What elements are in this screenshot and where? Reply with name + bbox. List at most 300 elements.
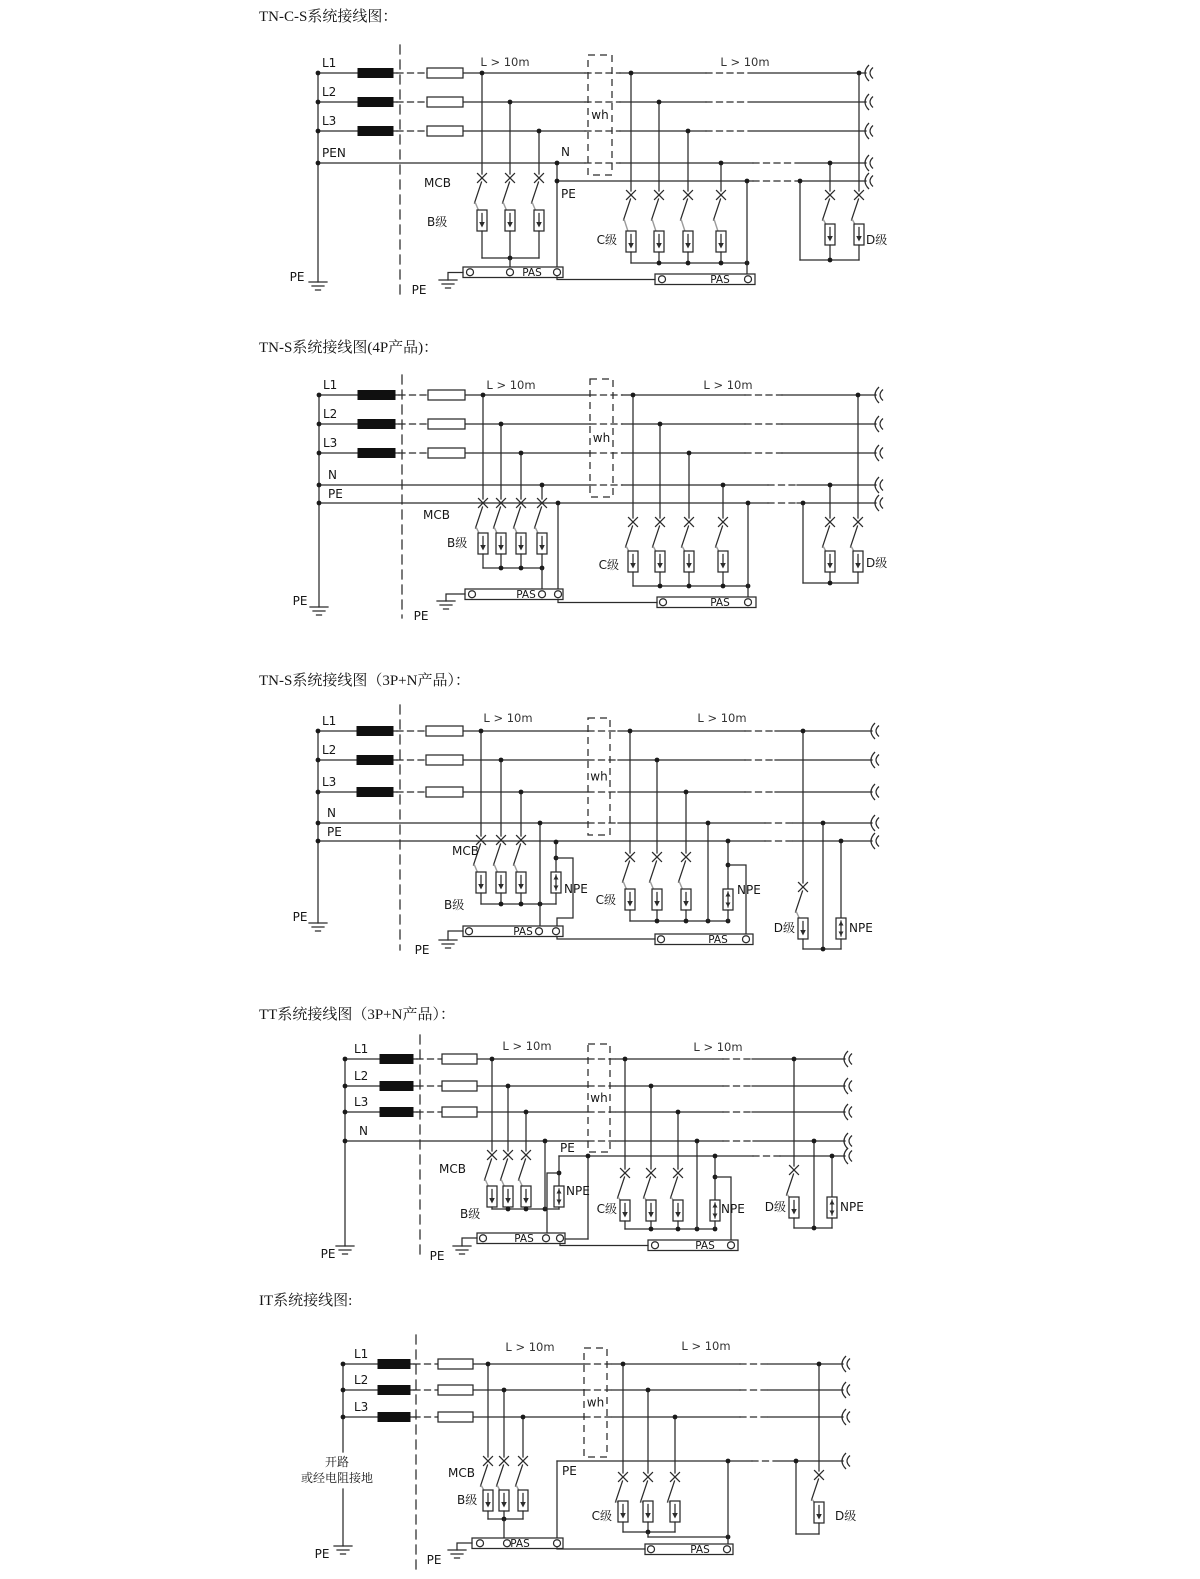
junction-dot (649, 1227, 654, 1232)
wire (616, 1481, 623, 1502)
wire (823, 526, 830, 547)
terminal (480, 1235, 487, 1242)
spd-npe-arrester (723, 889, 733, 910)
mcb-switch (497, 1457, 509, 1487)
fuse (442, 1081, 477, 1091)
label: NPE (564, 882, 588, 896)
spd-arrester (654, 231, 664, 252)
mcb-switch (616, 1473, 628, 1503)
source-impedance (358, 98, 393, 107)
wire (516, 1465, 523, 1486)
mcb-switch (519, 1151, 531, 1181)
label: MCB (439, 1162, 466, 1176)
mcb-switch (650, 853, 662, 883)
pas-equipotential-bar (465, 589, 563, 601)
pas-equipotential-bar (657, 597, 756, 609)
label: B级 (427, 215, 448, 229)
junction-dot (655, 758, 660, 763)
label: N (359, 1124, 368, 1138)
wire (448, 931, 463, 940)
spd-arrester (496, 872, 506, 893)
mcb-switch (644, 1169, 656, 1199)
mcb-switch (494, 836, 506, 866)
label: PAS (695, 1240, 715, 1252)
spd-arrester (625, 889, 635, 910)
terminal (477, 1540, 484, 1547)
junction-dot (649, 1084, 654, 1089)
earth-symbol (439, 280, 457, 288)
diagram-tn-c-s (259, 8, 887, 297)
junction-dot (687, 584, 692, 589)
wire (475, 182, 482, 203)
label: L2 (354, 1373, 369, 1387)
junction-dot (686, 261, 691, 266)
diagram-it (259, 1292, 856, 1570)
mcb-switch (812, 1471, 824, 1501)
wire (557, 937, 655, 940)
junction-dot (556, 501, 561, 506)
junction-dot (658, 422, 663, 427)
junction-dot (719, 261, 724, 266)
mcb-switch (475, 174, 487, 204)
wire (623, 861, 630, 882)
label: D级 (866, 556, 888, 570)
junction-dot (317, 501, 322, 506)
wire (481, 1465, 488, 1486)
spd-arrester (652, 889, 662, 910)
wire (650, 861, 657, 882)
label: D级 (773, 921, 795, 935)
terminal (724, 1546, 731, 1553)
label: L > 10m (505, 1340, 555, 1354)
mcb-switch (653, 518, 665, 548)
wire (681, 199, 688, 220)
junction-dot (686, 129, 691, 134)
junction-dot (684, 919, 689, 924)
label: wh (591, 108, 609, 122)
spd-arrester (518, 1490, 528, 1511)
spd-npe-arrester (551, 872, 561, 893)
wire (716, 526, 723, 547)
wire (557, 1548, 645, 1549)
label: PAS (690, 1544, 710, 1556)
label: TT系统接线图（3P+N产品）： (259, 1007, 455, 1023)
source-impedance (380, 1082, 413, 1091)
diagram-tn-s-4p (259, 339, 887, 623)
junction-dot (499, 566, 504, 571)
terminal (554, 269, 561, 276)
label: L > 10m (681, 1339, 731, 1353)
spd-arrester (853, 551, 863, 572)
mcb-switch (624, 191, 636, 221)
fuse (427, 97, 463, 107)
label: L > 10m (693, 1040, 743, 1054)
source-impedance (358, 69, 393, 78)
wire (852, 199, 859, 220)
label: B级 (460, 1207, 481, 1221)
junction-dot (506, 1207, 511, 1212)
spd-arrester (476, 872, 486, 893)
label: PE (289, 270, 305, 284)
spd-arrester (670, 1501, 680, 1522)
pas-equipotential-bar (463, 926, 563, 938)
fuse (442, 1107, 477, 1117)
label: B级 (444, 898, 465, 912)
label: PAS (516, 589, 536, 601)
junction-dot (524, 1110, 529, 1115)
wire (501, 1159, 508, 1180)
label: wh (590, 1091, 608, 1105)
junction-dot (655, 919, 660, 924)
label: C级 (598, 558, 619, 572)
label: L > 10m (703, 378, 753, 392)
wire (796, 891, 803, 912)
junction-dot (490, 1057, 495, 1062)
terminal (743, 936, 750, 943)
pas-equipotential-bar (472, 1538, 563, 1550)
label: NPE (840, 1200, 864, 1214)
terminal (553, 928, 560, 935)
junction-dot (631, 393, 636, 398)
spd-arrester (683, 231, 693, 252)
junction-dot (502, 1388, 507, 1393)
label: PE (560, 1141, 575, 1155)
fuse (426, 726, 463, 736)
wire (535, 507, 542, 528)
fuse (428, 419, 465, 429)
label: L2 (323, 407, 338, 421)
spd-arrester (718, 551, 728, 572)
junction-dot (499, 422, 504, 427)
junction-dot (341, 1388, 346, 1393)
spd-arrester (789, 1197, 799, 1218)
wire (514, 507, 521, 528)
diagram-tn-s-3pn (259, 672, 879, 957)
junction-dot (343, 1139, 348, 1144)
earth-symbol (448, 1550, 466, 1558)
junction-dot (676, 1227, 681, 1232)
fuse (427, 126, 463, 136)
junction-dot (801, 729, 806, 734)
label: PE (562, 1464, 577, 1478)
wire (644, 1177, 651, 1198)
spd-arrester (673, 1200, 683, 1221)
junction-dot (713, 1154, 718, 1159)
wire (624, 199, 631, 220)
spd-arrester (854, 224, 864, 245)
label: N (327, 806, 336, 820)
terminal (745, 599, 752, 606)
label: PAS (708, 934, 728, 946)
junction-dot (316, 839, 321, 844)
label: TN-S系统接线图(4P产品)： (259, 340, 439, 356)
junction-dot (586, 1154, 591, 1159)
mcb-switch (682, 518, 694, 548)
mcb-switch (514, 836, 526, 866)
junction-dot (721, 584, 726, 589)
label: L1 (322, 714, 337, 728)
label: L2 (322, 85, 337, 99)
junction-dot (857, 71, 862, 76)
mcb-switch (714, 191, 726, 221)
mcb-switch (481, 1457, 493, 1487)
junction-dot (519, 902, 524, 907)
junction-dot (812, 1226, 817, 1231)
mcb-switch (626, 518, 638, 548)
wire (494, 507, 501, 528)
label: L3 (322, 775, 337, 789)
label: PE (413, 609, 429, 623)
source-impedance (378, 1360, 410, 1369)
mcb-switch (516, 1457, 528, 1487)
junction-dot (821, 821, 826, 826)
spd-arrester (814, 1502, 824, 1523)
fuse (438, 1412, 473, 1422)
junction-dot (628, 729, 633, 734)
fuse (427, 68, 463, 78)
label: L2 (322, 743, 337, 757)
label: L > 10m (502, 1039, 552, 1053)
junction-dot (316, 790, 321, 795)
junction-dot (317, 393, 322, 398)
label: 或经电阻接地 (300, 1471, 374, 1485)
mcb-switch (623, 853, 635, 883)
junction-dot (828, 483, 833, 488)
label: NPE (737, 883, 761, 897)
wire (641, 1481, 648, 1502)
spd-npe-arrester (710, 1200, 720, 1221)
junction-dot (721, 483, 726, 488)
spd-npe-arrester (554, 1186, 564, 1207)
junction-dot (828, 258, 833, 263)
spd-arrester (628, 551, 638, 572)
mcb-switch (851, 518, 863, 548)
source-impedance (378, 1413, 410, 1422)
junction-dot (521, 1415, 526, 1420)
junction-dot (839, 839, 844, 844)
label: PEN (322, 146, 346, 160)
spd-arrester (646, 1200, 656, 1221)
mcb-switch (681, 191, 693, 221)
source-impedance (380, 1108, 413, 1117)
label: PE (327, 825, 342, 839)
junction-dot (519, 566, 524, 571)
label: NPE (721, 1202, 745, 1216)
label: L > 10m (480, 55, 530, 69)
wire (494, 844, 501, 865)
wire (851, 526, 858, 547)
wire (476, 507, 483, 528)
terminal (658, 936, 665, 943)
terminal (507, 269, 514, 276)
wire (519, 1159, 526, 1180)
pas-equipotential-bar (463, 267, 563, 279)
label: IT系统接线图: (259, 1293, 353, 1309)
wire (653, 526, 660, 547)
label: C级 (595, 893, 616, 907)
label: PAS (513, 926, 533, 938)
label: D级 (764, 1200, 786, 1214)
junction-dot (543, 1139, 548, 1144)
label: D级 (866, 233, 888, 247)
junction-dot (657, 261, 662, 266)
label: TN-C-S系统接线图： (259, 9, 398, 25)
junction-dot (794, 1459, 799, 1464)
spd-arrester (503, 1186, 513, 1207)
earth-symbol (336, 1246, 354, 1254)
mcb-switch (618, 1169, 630, 1199)
label: L > 10m (720, 55, 770, 69)
fuse (442, 1054, 477, 1064)
junction-dot (719, 161, 724, 166)
junction-dot (673, 1415, 678, 1420)
label: PAS (710, 597, 730, 609)
junction-dot (519, 790, 524, 795)
source-impedance (358, 420, 395, 429)
terminal (536, 928, 543, 935)
label: L3 (323, 436, 338, 450)
junction-dot (684, 790, 689, 795)
spd-arrester (516, 872, 526, 893)
wire (671, 1177, 678, 1198)
spd-arrester (684, 551, 694, 572)
label: PE (414, 943, 430, 957)
junction-dot (623, 1057, 628, 1062)
label: D级 (835, 1509, 857, 1523)
pas-equipotential-bar (645, 1544, 733, 1556)
spd-arrester (681, 889, 691, 910)
label: L3 (354, 1095, 369, 1109)
energy-meter (590, 379, 613, 497)
junction-dot (646, 1388, 651, 1393)
mcb-switch (503, 174, 515, 204)
label: TN-S系统接线图（3P+N产品）： (259, 673, 470, 689)
wire (682, 526, 689, 547)
spd-arrester (477, 210, 487, 231)
junction-dot (828, 581, 833, 586)
label: MCB (448, 1466, 475, 1480)
earth-symbol (310, 607, 328, 615)
junction-dot (316, 729, 321, 734)
junction-dot (555, 179, 560, 184)
terminal (543, 1235, 550, 1242)
wire (679, 861, 686, 882)
terminal (745, 276, 752, 283)
junction-dot (506, 1084, 511, 1089)
spd-arrester (626, 231, 636, 252)
junction-dot (812, 1139, 817, 1144)
junction-dot (316, 129, 321, 134)
spd-arrester (521, 1186, 531, 1207)
label: MCB (452, 844, 479, 858)
terminal (554, 1540, 561, 1547)
wire (626, 526, 633, 547)
mcb-switch (501, 1151, 513, 1181)
earth-symbol (309, 923, 327, 931)
terminal (728, 1242, 735, 1249)
spd-arrester (825, 224, 835, 245)
junction-dot (745, 179, 750, 184)
label: PE (314, 1547, 330, 1561)
terminal (469, 591, 476, 598)
junction-dot (316, 821, 321, 826)
wire (497, 1465, 504, 1486)
junction-dot (317, 483, 322, 488)
fuse (428, 390, 465, 400)
energy-meter (588, 718, 610, 835)
terminal (659, 276, 666, 283)
junction-dot (317, 422, 322, 427)
junction-dot (508, 100, 513, 105)
label: PE (411, 283, 427, 297)
spd-arrester (534, 210, 544, 231)
junction-dot (555, 161, 560, 166)
label: PE (292, 910, 308, 924)
junction-dot (676, 1110, 681, 1115)
wire (462, 1238, 477, 1246)
spd-arrester (655, 551, 665, 572)
label: PE (426, 1553, 442, 1567)
wire (714, 199, 721, 220)
junction-dot (726, 1459, 731, 1464)
label: L1 (354, 1042, 369, 1056)
wire (558, 600, 657, 603)
wire (532, 182, 539, 203)
label: PE (561, 187, 576, 201)
pas-equipotential-bar (648, 1240, 738, 1252)
junction-dot (828, 161, 833, 166)
terminal (539, 591, 546, 598)
source-impedance (357, 727, 393, 736)
label: wh (592, 431, 611, 445)
junction-dot (343, 1110, 348, 1115)
mcb-switch (652, 191, 664, 221)
label: PE (292, 594, 308, 608)
junction-dot (316, 71, 321, 76)
junction-dot (486, 1362, 491, 1367)
junction-dot (540, 483, 545, 488)
spd-arrester (716, 231, 726, 252)
source-impedance (380, 1055, 413, 1064)
junction-dot (554, 840, 559, 845)
spd-arrester (798, 918, 808, 939)
junction-dot (479, 729, 484, 734)
energy-meter (588, 1044, 610, 1152)
earth-symbol (309, 282, 327, 290)
terminal (660, 599, 667, 606)
source-impedance (358, 127, 393, 136)
terminal (467, 269, 474, 276)
junction-dot (856, 393, 861, 398)
spd-arrester (483, 1490, 493, 1511)
wire (823, 199, 830, 220)
label: B级 (447, 536, 468, 550)
wire (514, 844, 521, 865)
junction-dot (341, 1415, 346, 1420)
source-impedance (378, 1386, 410, 1395)
junction-dot (519, 451, 524, 456)
junction-dot (480, 71, 485, 76)
junction-dot (481, 393, 486, 398)
label: L1 (354, 1347, 369, 1361)
junction-dot (499, 758, 504, 763)
mcb-switch (852, 191, 864, 221)
earth-symbol (334, 1546, 352, 1554)
wire (668, 1481, 675, 1502)
spd-arrester (487, 1186, 497, 1207)
spd-arrester (643, 1501, 653, 1522)
junction-dot (621, 1362, 626, 1367)
